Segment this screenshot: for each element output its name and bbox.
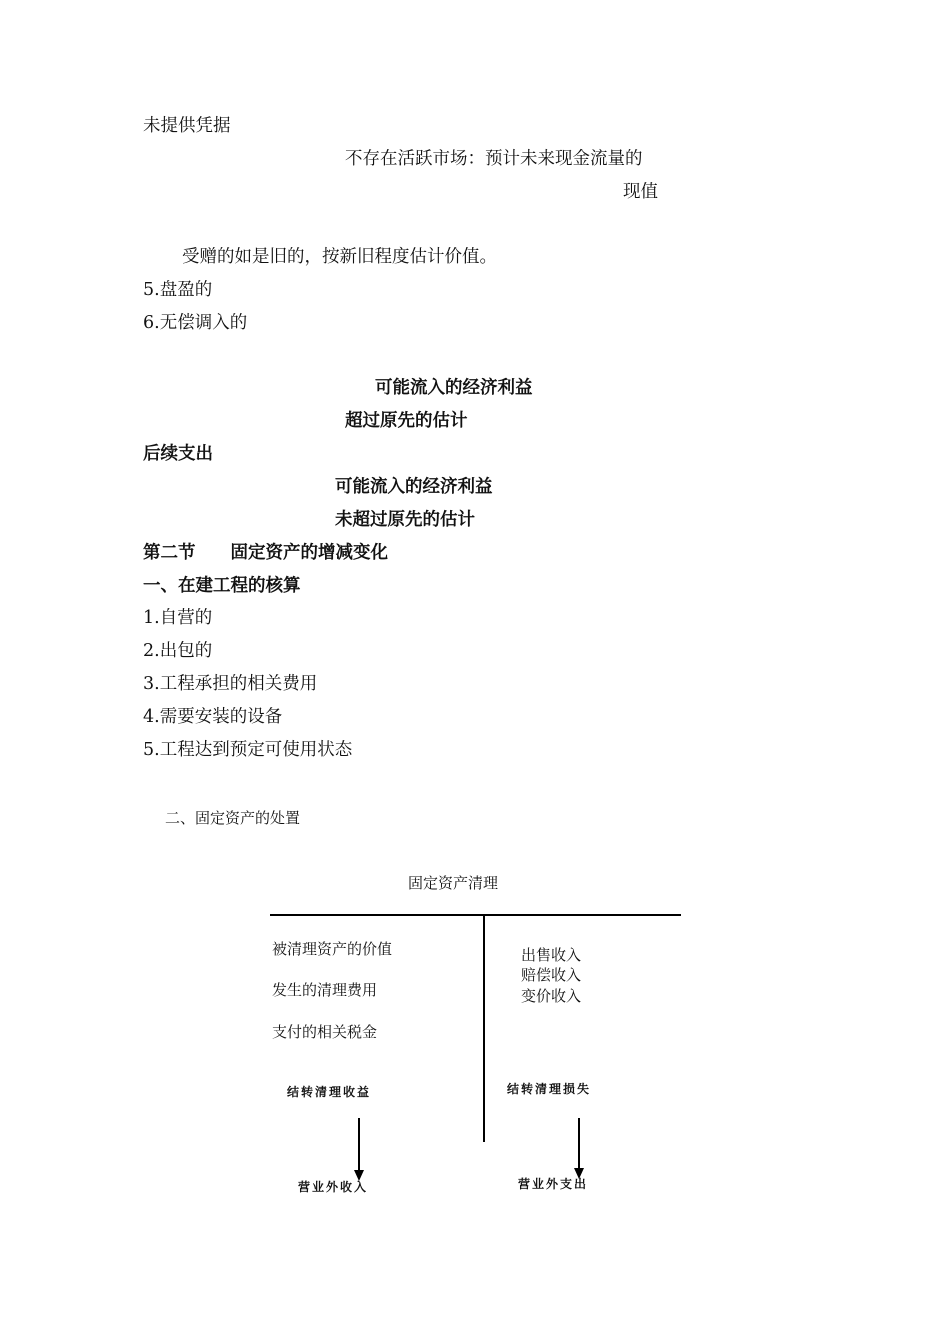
subsequent-case1-line2: 超过原先的估计: [345, 411, 468, 431]
list-item: 5.工程达到预定可使用状态: [143, 740, 353, 760]
item-free-transfer: 6.无偿调入的: [143, 313, 248, 333]
debit-item: 被清理资产的价值: [272, 940, 393, 958]
credit-transfer-label: 结转清理损失: [507, 1082, 592, 1096]
credit-arrow-shaft: [578, 1118, 580, 1174]
subsection-disposal: 二、固定资产的处置: [165, 809, 301, 827]
no-active-market-text: 不存在活跃市场：预计未来现金流量的: [345, 149, 643, 169]
credit-target-label: 营业外支出: [518, 1177, 589, 1191]
subsequent-case2-line1: 可能流入的经济利益: [335, 477, 493, 497]
debit-arrow-shaft: [358, 1118, 360, 1176]
credit-item: 变价收入: [521, 987, 582, 1005]
list-item: 1.自营的: [143, 608, 213, 628]
list-item: 3.工程承担的相关费用: [143, 674, 318, 694]
item-surplus: 5.盘盈的: [143, 280, 213, 300]
t-account-divider: [483, 916, 485, 1142]
debit-target-label: 营业外收入: [298, 1180, 369, 1194]
debit-transfer-label: 结转清理收益: [287, 1085, 372, 1099]
list-item: 4.需要安装的设备: [143, 707, 283, 727]
subsequent-case2-line2: 未超过原先的估计: [335, 510, 475, 530]
subsequent-case1-line1: 可能流入的经济利益: [375, 378, 533, 398]
donated-used-text: 受赠的如是旧的，按新旧程度估计价值。: [182, 247, 497, 267]
credit-item: 出售收入: [521, 946, 582, 964]
t-account-title: 固定资产清理: [408, 874, 499, 892]
list-item: 2.出包的: [143, 641, 213, 661]
section-title: 第二节 固定资产的增减变化: [143, 543, 388, 563]
t-account-top-line: [270, 914, 681, 916]
credit-item: 赔偿收入: [521, 966, 582, 984]
debit-item: 发生的清理费用: [272, 981, 378, 999]
present-value-text: 现值: [623, 182, 658, 202]
subsequent-heading: 后续支出: [143, 444, 213, 464]
no-voucher-text: 未提供凭据: [143, 116, 231, 136]
debit-item: 支付的相关税金: [272, 1023, 378, 1041]
subsection-construction: 一、在建工程的核算: [143, 576, 301, 596]
